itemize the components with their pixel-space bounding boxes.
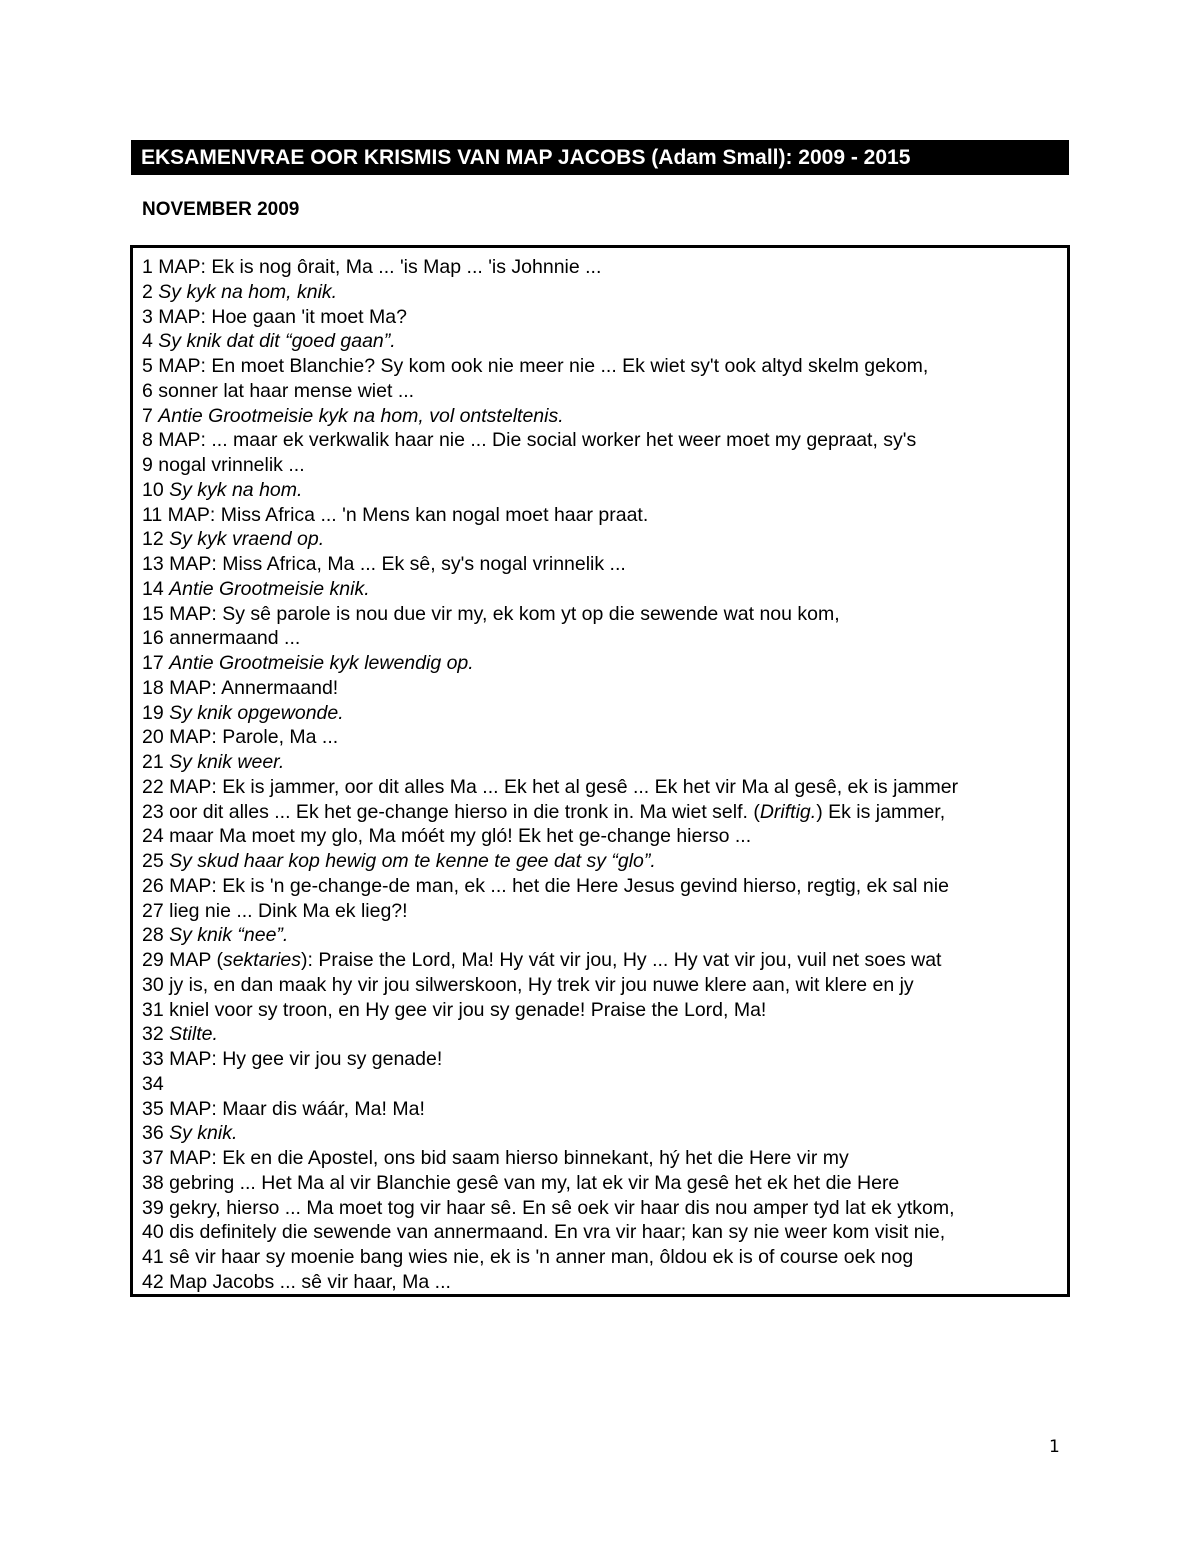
stage-direction-text: Antie Grootmeisie kyk lewendig op. — [169, 652, 474, 674]
dialogue-text: lieg nie ... Dink Ma ek lieg?! — [169, 899, 408, 922]
line-number: 11 — [142, 503, 163, 526]
extract-line — [142, 1022, 1067, 1047]
line-number: 9 — [142, 454, 153, 476]
line-number: 25 — [142, 850, 164, 872]
extract-line — [142, 552, 1067, 577]
extract-line — [142, 255, 1067, 280]
extract-line — [142, 453, 1067, 478]
line-number: 4 — [142, 330, 153, 353]
line-number: 37 — [142, 1147, 164, 1169]
dialogue-text: kniel voor sy troon, en Hy gee vir jou sy genade! Praise the Lord, Ma! — [169, 998, 767, 1021]
stage-direction-text: Sy knik dat dit “goed gaan”. — [158, 330, 396, 353]
extract-box — [130, 245, 1070, 1297]
extract-line — [142, 701, 1067, 726]
extract-line — [142, 800, 1067, 825]
extract-line — [142, 478, 1067, 503]
dialogue-text: MAP: Ek is nog ôrait, Ma ... 'is Map ... 'is Johnnie ... — [158, 256, 602, 278]
line-number: 33 — [142, 1048, 164, 1070]
extract-line — [142, 1171, 1067, 1196]
line-number: 34 — [142, 1072, 164, 1095]
line-number: 19 — [142, 701, 164, 724]
stage-direction-text: Sy kyk na hom, knik. — [158, 280, 338, 303]
extract-line — [142, 874, 1067, 899]
dialogue-text: gekry, hierso ... Ma moet tog vir haar sê. En sê oek vir haar dis nou amper tyd lat ek ytkom, — [169, 1196, 955, 1219]
line-number: 31 — [142, 998, 164, 1021]
extract-line — [142, 824, 1067, 849]
dialogue-text: Map Jacobs ... sê vir haar, Ma ... — [169, 1270, 451, 1293]
dialogue-text: dis definitely die sewende van annermaand. En vra vir haar; kan sy nie weer kom visit nie, — [169, 1221, 946, 1244]
extract-line — [142, 973, 1067, 998]
dialogue-text: maar Ma moet my glo, Ma móét my gló! Ek het ge-change hierso ... — [169, 825, 752, 848]
stage-direction-text: Sy kyk vraend op. — [169, 528, 325, 551]
stage-direction-text: Sy kyk na hom. — [169, 478, 303, 501]
extract-line — [142, 1121, 1067, 1146]
stage-direction-text: Sy knik “nee”. — [169, 924, 289, 947]
dialogue-text: MAP: Sy sê parole is nou due vir my, ek kom yt op die sewende wat nou kom, — [169, 602, 840, 625]
stage-direction-text: Sy knik opgewonde. — [169, 701, 344, 724]
extract-line — [142, 998, 1067, 1023]
line-number: 3 — [142, 305, 153, 328]
line-number: 39 — [142, 1196, 164, 1219]
dialogue-text: MAP: Annermaand! — [169, 676, 339, 699]
line-number: 14 — [142, 577, 164, 600]
line-number: 22 — [142, 775, 164, 798]
extract-line — [142, 1220, 1067, 1245]
extract-line — [142, 626, 1067, 651]
line-number: 2 — [142, 280, 153, 303]
document-title: EKSAMENVRAE OOR KRISMIS VAN MAP JACOBS (Adam Small): 2009 - 2015 — [131, 140, 1069, 175]
extract-line — [142, 725, 1067, 750]
dialogue-text: sonner lat haar mense wiet ... — [158, 379, 415, 402]
line-number: 8 — [142, 429, 153, 452]
extract-line — [142, 1097, 1067, 1122]
dialogue-text: MAP: Miss Africa, Ma ... Ek sê, sy's nogal vrinnelik ... — [169, 553, 626, 575]
line-number: 12 — [142, 528, 164, 551]
extract-line — [142, 329, 1067, 354]
stage-direction-text: Sy skud haar kop hewig om te kenne te gee dat sy “glo”. — [169, 850, 656, 872]
extract-line — [142, 577, 1067, 602]
dialogue-text: ) Ek is jammer, — [816, 800, 946, 823]
stage-direction-text: Antie Grootmeisie knik. — [169, 577, 370, 600]
extract-line — [142, 354, 1067, 379]
dialogue-text: annermaand ... — [169, 627, 301, 650]
extract-line — [142, 676, 1067, 701]
line-number: 6 — [142, 379, 153, 402]
extract-line — [142, 602, 1067, 627]
extract-line — [142, 750, 1067, 775]
extract-line — [142, 503, 1067, 528]
dialogue-text: MAP: En moet Blanchie? Sy kom ook nie meer nie ... Ek wiet sy't ook altyd skelm gekom, — [158, 355, 929, 377]
line-number: 13 — [142, 553, 164, 575]
line-number: 29 — [142, 949, 164, 971]
dialogue-text: MAP: Hy gee vir jou sy genade! — [169, 1048, 443, 1070]
stage-direction-text: Sy knik. — [169, 1122, 238, 1145]
line-number: 35 — [142, 1097, 164, 1120]
line-number: 38 — [142, 1171, 164, 1194]
extract-line — [142, 1245, 1067, 1270]
extract-line — [142, 1146, 1067, 1171]
dialogue-text: MAP: Maar dis wáár, Ma! Ma! — [169, 1097, 425, 1120]
dialogue-text: MAP: Ek is 'n ge-change-de man, ek ... het die Here Jesus gevind hierso, regtig, ek sal nie — [169, 874, 949, 897]
stage-direction-text: Driftig. — [759, 800, 817, 823]
dialogue-text: MAP: Hoe gaan 'it moet Ma? — [158, 305, 407, 328]
stage-direction-text: sektaries — [222, 949, 301, 971]
line-number: 32 — [142, 1023, 164, 1046]
line-number: 36 — [142, 1122, 164, 1145]
extract-line — [142, 1047, 1067, 1072]
extract-line — [142, 948, 1067, 973]
extract-line — [142, 280, 1067, 305]
dialogue-text: sê vir haar sy moenie bang wies nie, ek is 'n anner man, ôldou ek is of course oek nog — [169, 1246, 914, 1268]
line-number: 27 — [142, 899, 164, 922]
line-number: 15 — [142, 602, 164, 625]
line-number: 10 — [142, 478, 164, 501]
extract-line — [142, 1270, 1067, 1295]
extract-line — [142, 849, 1067, 874]
stage-direction-text: Sy knik weer. — [169, 751, 285, 773]
dialogue-text: nogal vrinnelik ... — [158, 454, 305, 476]
extract-line — [142, 527, 1067, 552]
dialogue-text: oor dit alles ... Ek het ge-change hierso in die tronk in. Ma wiet self. ( — [169, 800, 760, 823]
line-number: 23 — [142, 800, 164, 823]
page-number: 1 — [1049, 1437, 1060, 1457]
dialogue-text: MAP: ... maar ek verkwalik haar nie ... Die social worker het weer moet my gepraat, sy's — [158, 429, 917, 452]
line-number: 30 — [142, 973, 164, 996]
extract-line — [142, 923, 1067, 948]
section-heading: NOVEMBER 2009 — [142, 199, 300, 220]
stage-direction-text: Antie Grootmeisie kyk na hom, vol ontsteltenis. — [158, 404, 564, 427]
extract-line — [142, 428, 1067, 453]
dialogue-text: MAP: Miss Africa ... 'n Mens kan nogal moet haar praat. — [167, 503, 649, 526]
dialogue-text: ): Praise the Lord, Ma! Hy vát vir jou, Hy ... Hy vat vir jou, vuil net soes wat — [300, 949, 942, 971]
line-number: 20 — [142, 726, 164, 749]
dialogue-text: MAP: Ek is jammer, oor dit alles Ma ... Ek het al gesê ... Ek het vir Ma al gesê, ek is jammer — [169, 775, 959, 798]
line-number: 40 — [142, 1221, 164, 1244]
line-number: 18 — [142, 676, 164, 699]
dialogue-text: MAP ( — [169, 949, 223, 971]
extract-line — [142, 404, 1067, 429]
line-number: 1 — [142, 256, 153, 278]
line-number: 5 — [142, 355, 153, 377]
line-number: 24 — [142, 825, 164, 848]
dialogue-text: jy is, en dan maak hy vir jou silwerskoon, Hy trek vir jou nuwe klere aan, wit klere en jy — [169, 973, 914, 996]
extract-line — [142, 305, 1067, 330]
extract-line — [142, 651, 1067, 676]
dialogue-text: MAP: Ek en die Apostel, ons bid saam hierso binnekant, hý het die Here vir my — [169, 1147, 849, 1169]
dialogue-text: gebring ... Het Ma al vir Blanchie gesê van my, lat ek vir Ma gesê het ek het die Here — [169, 1171, 900, 1194]
extract-line — [142, 1072, 1067, 1097]
line-number: 16 — [142, 627, 164, 650]
line-number: 17 — [142, 652, 164, 674]
stage-direction-text: Stilte. — [169, 1023, 218, 1046]
line-number: 26 — [142, 874, 164, 897]
line-number: 42 — [142, 1270, 164, 1293]
line-number: 21 — [142, 751, 164, 773]
extract-line — [142, 775, 1067, 800]
line-number: 41 — [142, 1246, 164, 1268]
line-number: 28 — [142, 924, 164, 947]
extract-line — [142, 1196, 1067, 1221]
extract-line — [142, 379, 1067, 404]
line-number: 7 — [142, 404, 153, 427]
dialogue-text: MAP: Parole, Ma ... — [169, 726, 339, 749]
extract-line — [142, 899, 1067, 924]
